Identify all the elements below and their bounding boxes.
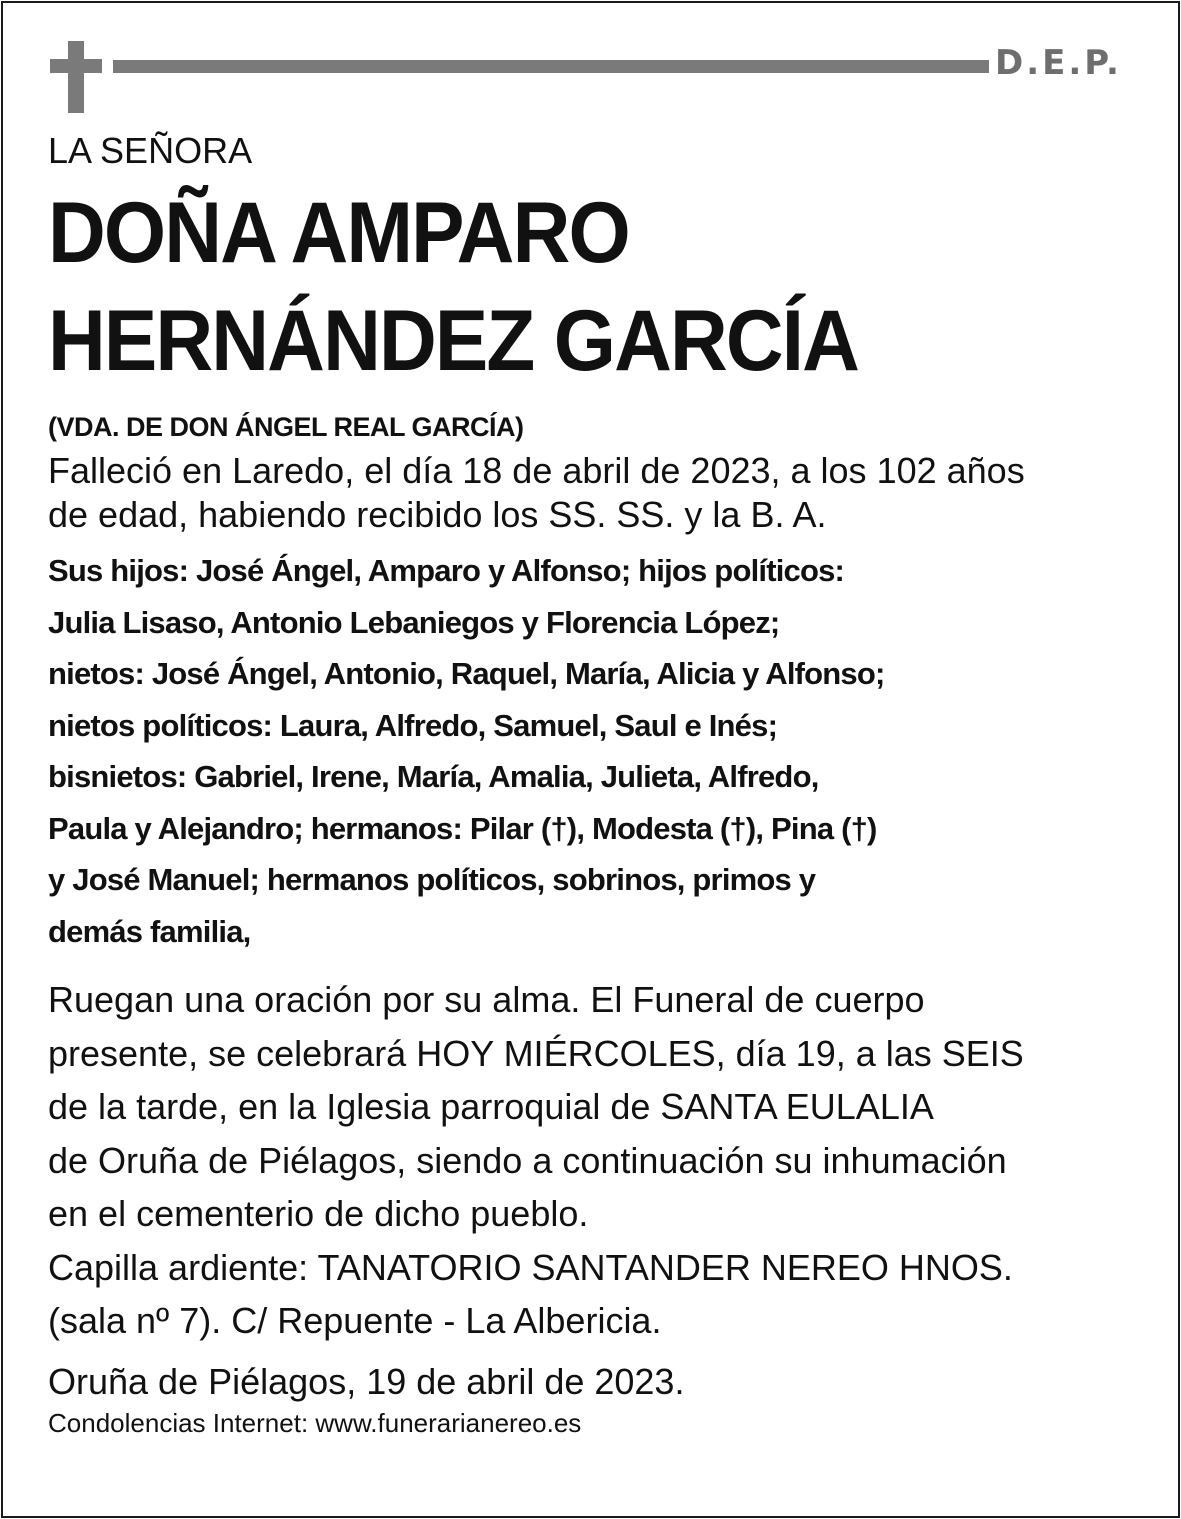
widow-of: (VDA. DE DON ÁNGEL REAL GARCÍA)	[48, 412, 524, 442]
family-line: demás familia,	[48, 913, 251, 949]
funeral-line: (sala nº 7). C/ Repuente - La Albericia.	[48, 1300, 662, 1341]
obituary-body	[48, 123, 1158, 1440]
place-date: Oruña de Piélagos, 19 de abril de 2023.	[48, 1360, 685, 1402]
family-line: bisnietos: Gabriel, Irene, María, Amalia, Julieta, Alfredo,	[48, 759, 819, 794]
funeral-line: de la tarde, en la Iglesia parroquial de SANTA EULALIA	[48, 1086, 934, 1127]
family-line: nietos: José Ángel, Antonio, Raquel, María, Alicia y Alfonso;	[48, 656, 885, 691]
name-line: HERNÁNDEZ GARCÍA	[48, 293, 859, 389]
family-line: Julia Lisaso, Antonio Lebaniegos y Florencia López;	[48, 604, 780, 640]
obituary-frame	[1, 1, 1180, 1518]
dep-label: D.E.P.	[995, 43, 1122, 83]
title-prefix: LA SEÑORA	[48, 130, 253, 171]
death-line: Falleció en Laredo, el día 18 de abril de 2023, a los 102 años	[48, 450, 1025, 491]
family-line: Sus hijos: José Ángel, Amparo y Alfonso; hijos políticos:	[48, 553, 845, 588]
funeral-line: Ruegan una oración por su alma. El Funeral de cuerpo	[48, 979, 925, 1020]
family-paragraph	[48, 545, 1158, 957]
name-line: DOÑA AMPARO	[48, 185, 629, 281]
funeral-line: Capilla ardiente: TANATORIO SANTANDER NEREO HNOS.	[48, 1246, 1013, 1288]
funeral-line: de Oruña de Piélagos, siendo a continuación su inhumación	[48, 1139, 1007, 1181]
deceased-name	[48, 179, 1158, 395]
family-line: nietos políticos: Laura, Alfredo, Samuel, Saul e Inés;	[48, 707, 778, 743]
family-line: Paula y Alejandro; hermanos: Pilar (†), Modesta (†), Pina (†)	[48, 810, 877, 846]
death-paragraph	[48, 449, 1158, 537]
condolences-link-text: Condolencias Internet: www.funerarianereo.es	[48, 1407, 582, 1438]
funeral-line: presente, se celebrará HOY MIÉRCOLES, día 19, a las SEIS	[48, 1032, 1024, 1074]
latin-cross-icon	[50, 41, 102, 113]
funeral-line: en el cementerio de dicho pueblo.	[48, 1193, 589, 1234]
family-line: y José Manuel; hermanos políticos, sobrinos, primos y	[48, 862, 816, 897]
header-rule	[113, 60, 989, 73]
death-line: de edad, habiendo recibido los SS. SS. y la B. A.	[48, 494, 827, 535]
funeral-paragraph	[48, 973, 1158, 1348]
